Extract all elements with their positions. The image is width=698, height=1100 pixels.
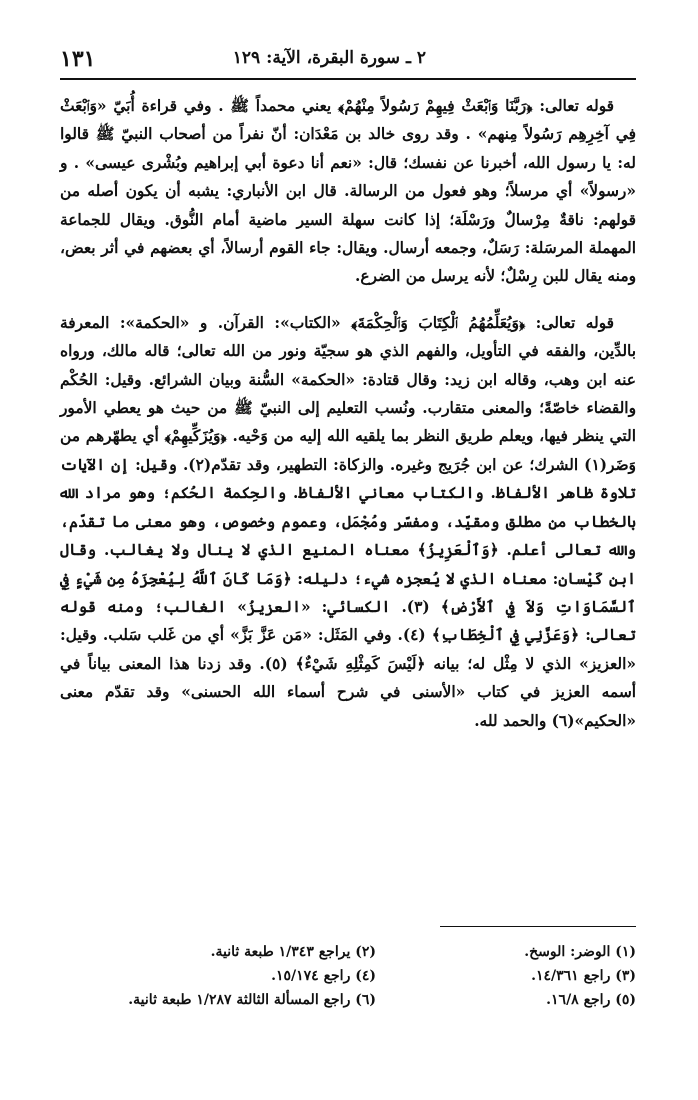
page-number: ١٣١ [60,46,96,72]
running-head: ٢ ـ سورة البقرة، الآية: ١٢٩ [232,48,426,68]
footnote-row [60,988,636,1012]
text-segment: يعني محمداً ﷺ . وفي قراءة أُبَيّ [106,97,332,115]
text-segment: (٤). وفي المَثَل: «مَن عَزَّ بَزَّ» أي من غَلب سَلب. وقيل: «العزيز» الذي لا مِثْل له؛ بيانه [60,626,636,673]
paragraph-2 [60,309,636,735]
footnote-row [60,940,636,964]
quran-verse: ﴿وَعَزَّنِي فِي ٱلْخِطَابِ﴾ [431,626,580,645]
footnote-2: (٢) يراجع ١/٣٤٣ طبعة ثانية. [210,944,376,960]
quran-verse: ﴿وَيُزَكِّيهِمْ﴾ [164,427,227,446]
quran-verse: ﴿وَمَا كَانَ ٱللَّهُ لِيُعْجِزَهُ مِن شَيْءٍ فِي ٱلسَّمَاوَاتِ وَلاَ فِي ٱلأَرْضِ﴾ [60,569,637,616]
text-segment: (٥). وقد زدنا هذا المعنى بياناً في أسمه العزيز في كتاب «الأسنى في شرح أسماء الله الحسنى» وقد تقدّم معنى «الحكيم»(٦) والحمد لله. [60,654,636,730]
footnote-6: (٦) راجع المسألة الثالثة ١/٢٨٧ طبعة ثانية. [128,992,376,1008]
text-segment: أي يطهّرهم من وَضَر(١) الشرك؛ عن ابن جُرَيج وغيره. والزكاة: التطهير، وقد تقدّم(٢). وقيل: إن الآيات تلاوة ظاهر الألفاظ. والكتاب معاني الألفاظ. والحِكمة الحُكم؛ وهو مراد الله بالخطاب من مطلق ومقيّد، ومفسّر ومُجْمَل، وعموم وخصوص، وهو معنى ما تقدّم، والله تعالى أعلم. [60,427,636,560]
footnote-row [60,964,636,988]
quran-verse: ﴿رَبَّنَا وَٱبْعَثْ فِيهِمْ رَسُولاً مِنْهُمْ﴾ [338,97,533,115]
footnote-3: (٣) راجع ١٤/٣٦١. [531,968,636,984]
page-header [60,44,636,80]
footnotes [60,940,636,1012]
text-segment: قوله تعالى: [525,313,615,332]
quran-verse: ﴿وَيُعَلِّمُهُمُ ٱلْكِتَابَ وَٱلْحِكْمَةَ﴾ [351,313,526,332]
main-text [60,92,636,735]
text-segment: . وقد روى خالد بن مَعْدَان: أنّ نفراً من أصحاب النبيّ ﷺ قالوا له: يا رسول الله، أخبرنا عن نفسك؛ قال: «نعم أنا دعوة أبي إبراهيم وبُشْرى عيسى» . و «رسولاً» أي مرسلاً؛ وهو فعول من الرسالة. قال ابن الأنباري: يشبه أن يكون أصله من قولهم: ناقةٌ مِرْسالٌ ورَسْلَة؛ إذا كانت سهلة السير ماضية أمام النُّوق. ويقال للجماعة المهملة المرسَلة: رَسَلٌ، وجمعه أرسال. ويقال: جاء القوم أرسالاً، أي بعضهم في أثر بعض، ومنه يقال للبن رِسْلٌ؛ لأنه يرسل من الضرع. [60,125,636,286]
text-segment: (٣). الكسائي: «العزيزُ» الغالب؛ ومنه قوله تعالى: [60,597,636,645]
footnote-5: (٥) راجع ١٦/٨. [546,992,636,1008]
quran-verse: ﴿وَٱلْعَزِيزُ﴾ [417,541,499,560]
footnote-4: (٤) راجع ١٥/١٧٤. [271,968,376,984]
text-segment: معناه المنيع الذي لا ينال ولا يغالب. وقال ابن كَيْسان: معناه الذي لا يُعجزه شيء؛ دليله: [60,541,636,588]
paragraph-1 [60,92,636,291]
quran-verse: ﴿لَيْسَ كَمِثْلِهِ شَيْءٌ﴾ [295,654,426,673]
text-segment: قوله تعالى: [532,97,615,115]
text-segment: «الكتاب»: القرآن. و «الحكمة»: المعرفة بالدِّين، والفقه في التأويل، والفهم الذي هو سجيّة ونور من الله تعالى؛ قاله مالك، ورواه عنه ابن وهب، وقاله ابن زيد: وقال قتادة: «الحكمة» السُّنة وبيان الشرائع. وقيل: الحُكْم والقضاء خاصّةً؛ والمعنى متقارب. ونُسب التعليم إلى النبيّ ﷺ من حيث هو يعطي الأمور التي ينظر فيها، ويعلم طريق النظر بما يلقيه الله إليه من وَحْيه. [60,313,636,446]
footnote-1: (١) الوضر: الوسخ. [524,944,636,960]
footnote-divider [440,926,636,927]
quran-verse: «وَٱبْعَثْ فِي آخِرِهِم رَسُولاً مِنهم» [60,97,636,144]
